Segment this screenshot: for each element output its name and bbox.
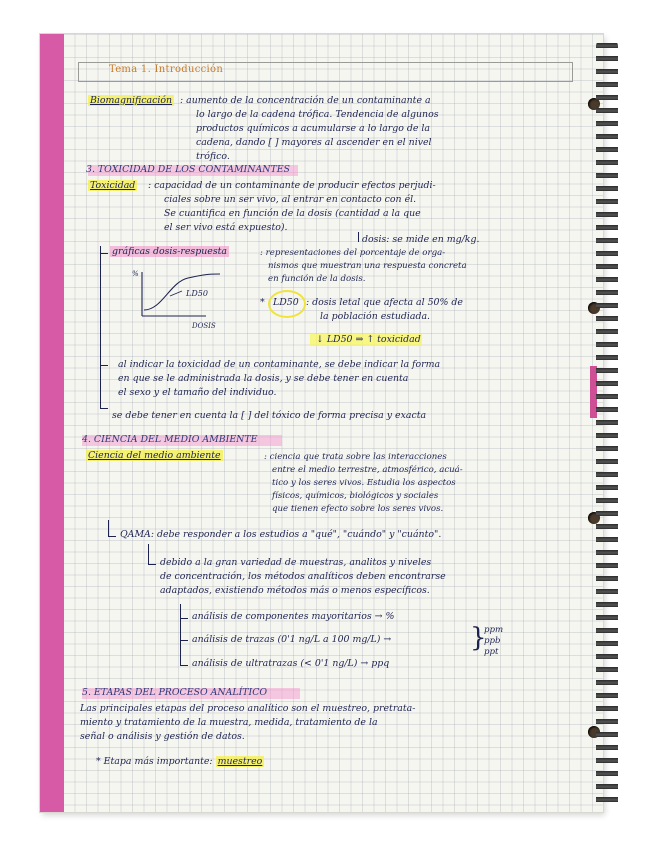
spiral-binding <box>596 40 618 810</box>
indicar-tick <box>100 365 108 366</box>
ld50-line-2: la población estudiada. <box>320 311 431 322</box>
trazas-unit-ppt: ppt <box>484 647 499 657</box>
graph-y-label: % <box>132 270 139 278</box>
graficas-label: gráficas dosis-respuesta <box>112 246 227 257</box>
ld50-term: LD50 <box>273 297 299 308</box>
indicar-line-2: en que se le administrada la dosis, y se debe tener en cuenta <box>118 373 409 384</box>
biomagnificacion-line-5: trófico. <box>196 151 230 162</box>
trazas-brace: } <box>470 623 487 653</box>
graficas-tick <box>100 253 108 254</box>
etapas-line-2: miento y tratamiento de la muestra, medida, tratamiento de la <box>80 717 378 728</box>
ciencia-line-4: físicos, químicos, biológicos y sociales <box>272 491 439 501</box>
graph-curve-pointer <box>170 291 182 296</box>
trazas-unit-ppb: ppb <box>484 636 501 646</box>
variedad-line-1: debido a la gran variedad de muestras, analitos y niveles <box>160 557 432 568</box>
heading-5: 5. ETAPAS DEL PROCESO ANALÍTICO <box>82 687 268 698</box>
analisis-tick-3 <box>180 665 188 666</box>
graficas-line-3: en función de la dosis. <box>268 274 366 284</box>
toxicidad-line-3: Se cuantifica en función de la dosis (cantidad a la que <box>164 208 421 219</box>
qama-tick <box>108 536 116 537</box>
ciencia-line-3: tico y los seres vivos. Estudia los aspectos <box>272 478 456 488</box>
biomagnificacion-line-3: productos químicos a acumularse a lo largo de la <box>196 123 431 134</box>
analisis-ultratrazas: análisis de ultratrazas (< 0'1 ng/L) → ppq <box>192 658 390 669</box>
analisis-mayoritarios: análisis de componentes mayoritarios → % <box>192 611 395 622</box>
graph-curve-label: LD50 <box>186 289 208 298</box>
ld50-star: * <box>260 297 265 308</box>
page-title: Tema 1. Introducción <box>109 64 224 75</box>
graph-sigmoid-curve <box>144 274 220 310</box>
variedad-line-3: adaptados, existiendo métodos más o menos específicos. <box>160 585 430 596</box>
analisis-tick-2 <box>180 640 188 641</box>
etapas-line-3: señal o análisis y gestión de datos. <box>80 731 245 742</box>
toxicidad-line-1: : capacidad de un contaminante de producir efectos perjudi- <box>148 180 436 191</box>
nota-value: muestreo <box>217 756 263 767</box>
biomagnificacion-line-1: : aumento de la concentración de un contaminante a <box>180 95 431 106</box>
ld50-line-1: : dosis letal que afecta al 50% de <box>306 297 463 308</box>
toxicidad-term: Toxicidad <box>90 180 136 191</box>
heading-4: 4. CIENCIA DEL MEDIO AMBIENTE <box>82 434 258 445</box>
margin-band <box>40 34 64 812</box>
variedad-bracket <box>148 544 149 564</box>
indicar-line-1: al indicar la toxicidad de un contaminante, se debe indicar la forma <box>118 359 441 370</box>
nota-prefix: * Etapa más importante: <box>96 756 213 767</box>
notebook-page <box>40 34 603 812</box>
ciencia-line-5: que tienen efecto sobre los seres vivos. <box>272 504 444 514</box>
qama-bracket <box>108 520 109 536</box>
graficas-line-2: nismos que muestran una respuesta concreta <box>268 261 467 271</box>
dose-response-graph <box>130 266 230 330</box>
dosis-bracket <box>358 232 359 242</box>
indicar-line-3: el sexo y el tamaño del individuo. <box>118 387 277 398</box>
ciencia-line-2: entre el medio terrestre, atmosférico, acuá- <box>272 465 463 475</box>
toxicidad-line-2: ciales sobre un ser vivo, al entrar en contacto con él. <box>164 194 417 205</box>
toxicidad-line-4: el ser vivo está expuesto). <box>164 222 288 233</box>
etapas-nota <box>96 756 264 769</box>
graficas-line-1: : representaciones del porcentaje de orga- <box>260 248 446 258</box>
etapas-line-1: Las principales etapas del proceso analítico son el muestreo, pretrata- <box>80 703 416 714</box>
title-box <box>78 62 573 82</box>
ciencia-term: Ciencia del medio ambiente <box>88 450 221 461</box>
biomagnificacion-term: Biomagnificación <box>90 95 173 106</box>
ciencia-line-1: : ciencia que trata sobre las interacciones <box>264 452 447 462</box>
analisis-trazas: análisis de trazas (0'1 ng/L a 100 mg/L) → <box>192 634 392 645</box>
biomagnificacion-line-2: lo largo de la cadena trófica. Tendencia de algunos <box>196 109 439 120</box>
ld50-relation: ↓ LD50 ⇒ ↑ toxicidad <box>316 334 421 345</box>
concentracion-tick <box>100 408 108 409</box>
trazas-unit-ppm: ppm <box>484 625 504 635</box>
variedad-tick <box>148 564 156 565</box>
qama-line: QAMA: debe responder a los estudios a "qué", "cuándo" y "cuánto". <box>120 529 442 540</box>
variedad-line-2: de concentración, los métodos analíticos deben encontrarse <box>160 571 446 582</box>
toxicidad-bracket <box>100 246 101 408</box>
concentracion-line: se debe tener en cuenta la [ ] del tóxico de forma precisa y exacta <box>112 410 427 421</box>
analisis-bracket <box>180 604 181 666</box>
dosis-note: dosis: se mide en mg/kg. <box>362 234 480 245</box>
graph-x-label: DOSIS <box>192 322 216 330</box>
heading-3: 3. TOXICIDAD DE LOS CONTAMINANTES <box>86 164 290 175</box>
biomagnificacion-line-4: cadena, dando [ ] mayores al ascender en el nivel <box>196 137 432 148</box>
analisis-tick-1 <box>180 618 188 619</box>
